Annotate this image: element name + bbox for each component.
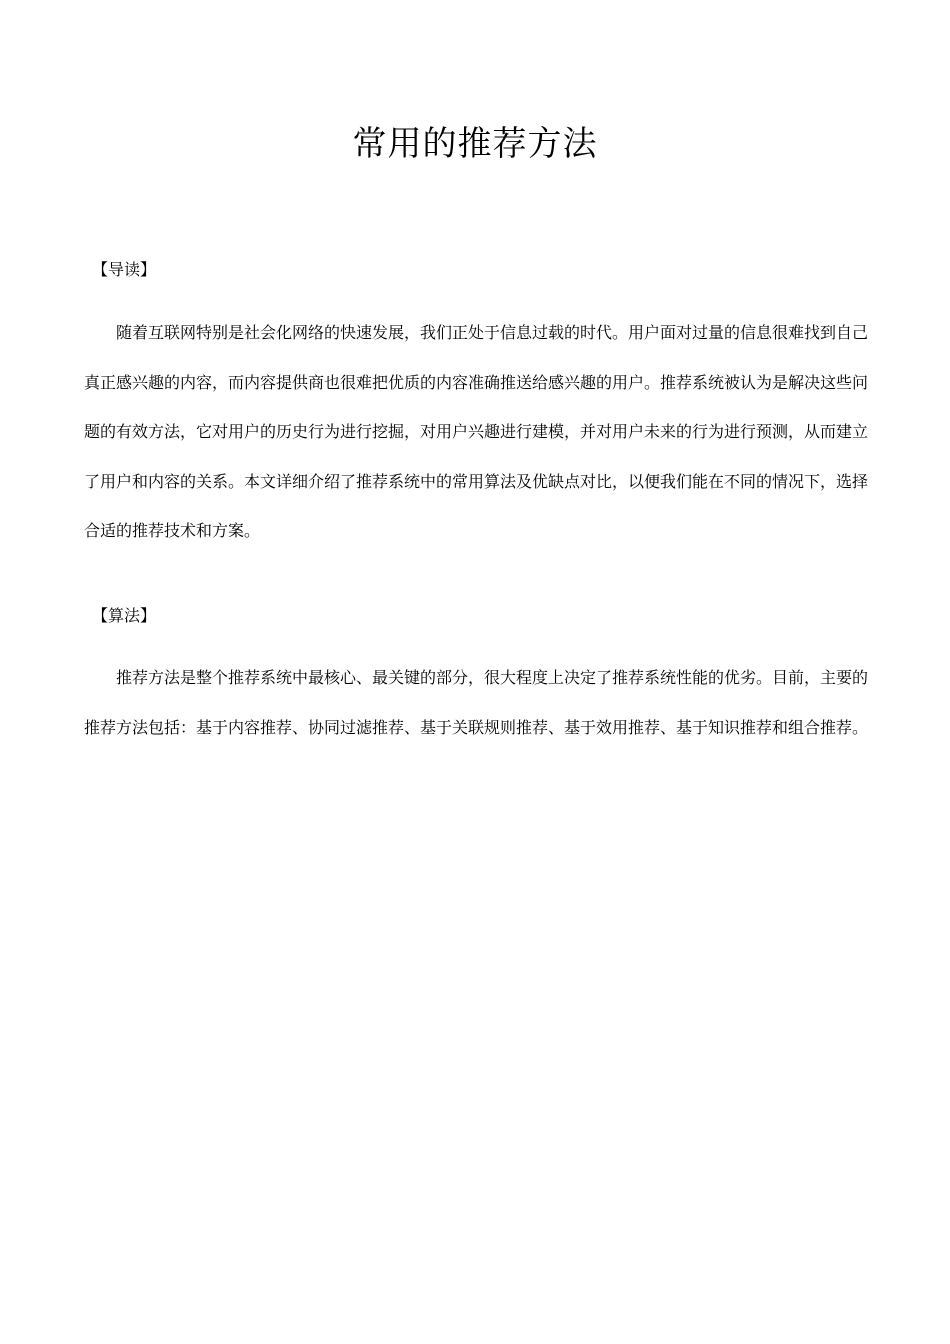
section-body: 推荐方法是整个推荐系统中最核心、最关键的部分，很大程度上决定了推荐系统性能的优劣。目前，主要的推荐方法包括：基于内容推荐、协同过滤推荐、基于关联规则推荐、基于效用推荐、基于知识推荐和组合推荐。 xyxy=(84,668,869,737)
section-introduction xyxy=(84,257,868,556)
document-title: 常用的推荐方法 xyxy=(352,124,598,164)
section-heading: 【导读】 xyxy=(92,260,157,279)
section-algorithm xyxy=(84,603,868,752)
section-body: 随着互联网特别是社会化网络的快速发展，我们正处于信息过载的时代。用户面对过量的信息很难找到自己真正感兴趣的内容，而内容提供商也很难把优质的内容准确推送给感兴趣的用户。推荐系统被认为是解决这些问题的有效方法，它对用户的历史行为进行挖掘，对用户兴趣进行建模，并对用户未来的行为进行预测，从而建立了用户和内容的关系。本文详细介绍了推荐系统中的常用算法及优缺点对比，以便我们能在不同的情况下，选择合适的推荐技术和方案。 xyxy=(84,323,869,540)
section-heading: 【算法】 xyxy=(92,606,157,625)
